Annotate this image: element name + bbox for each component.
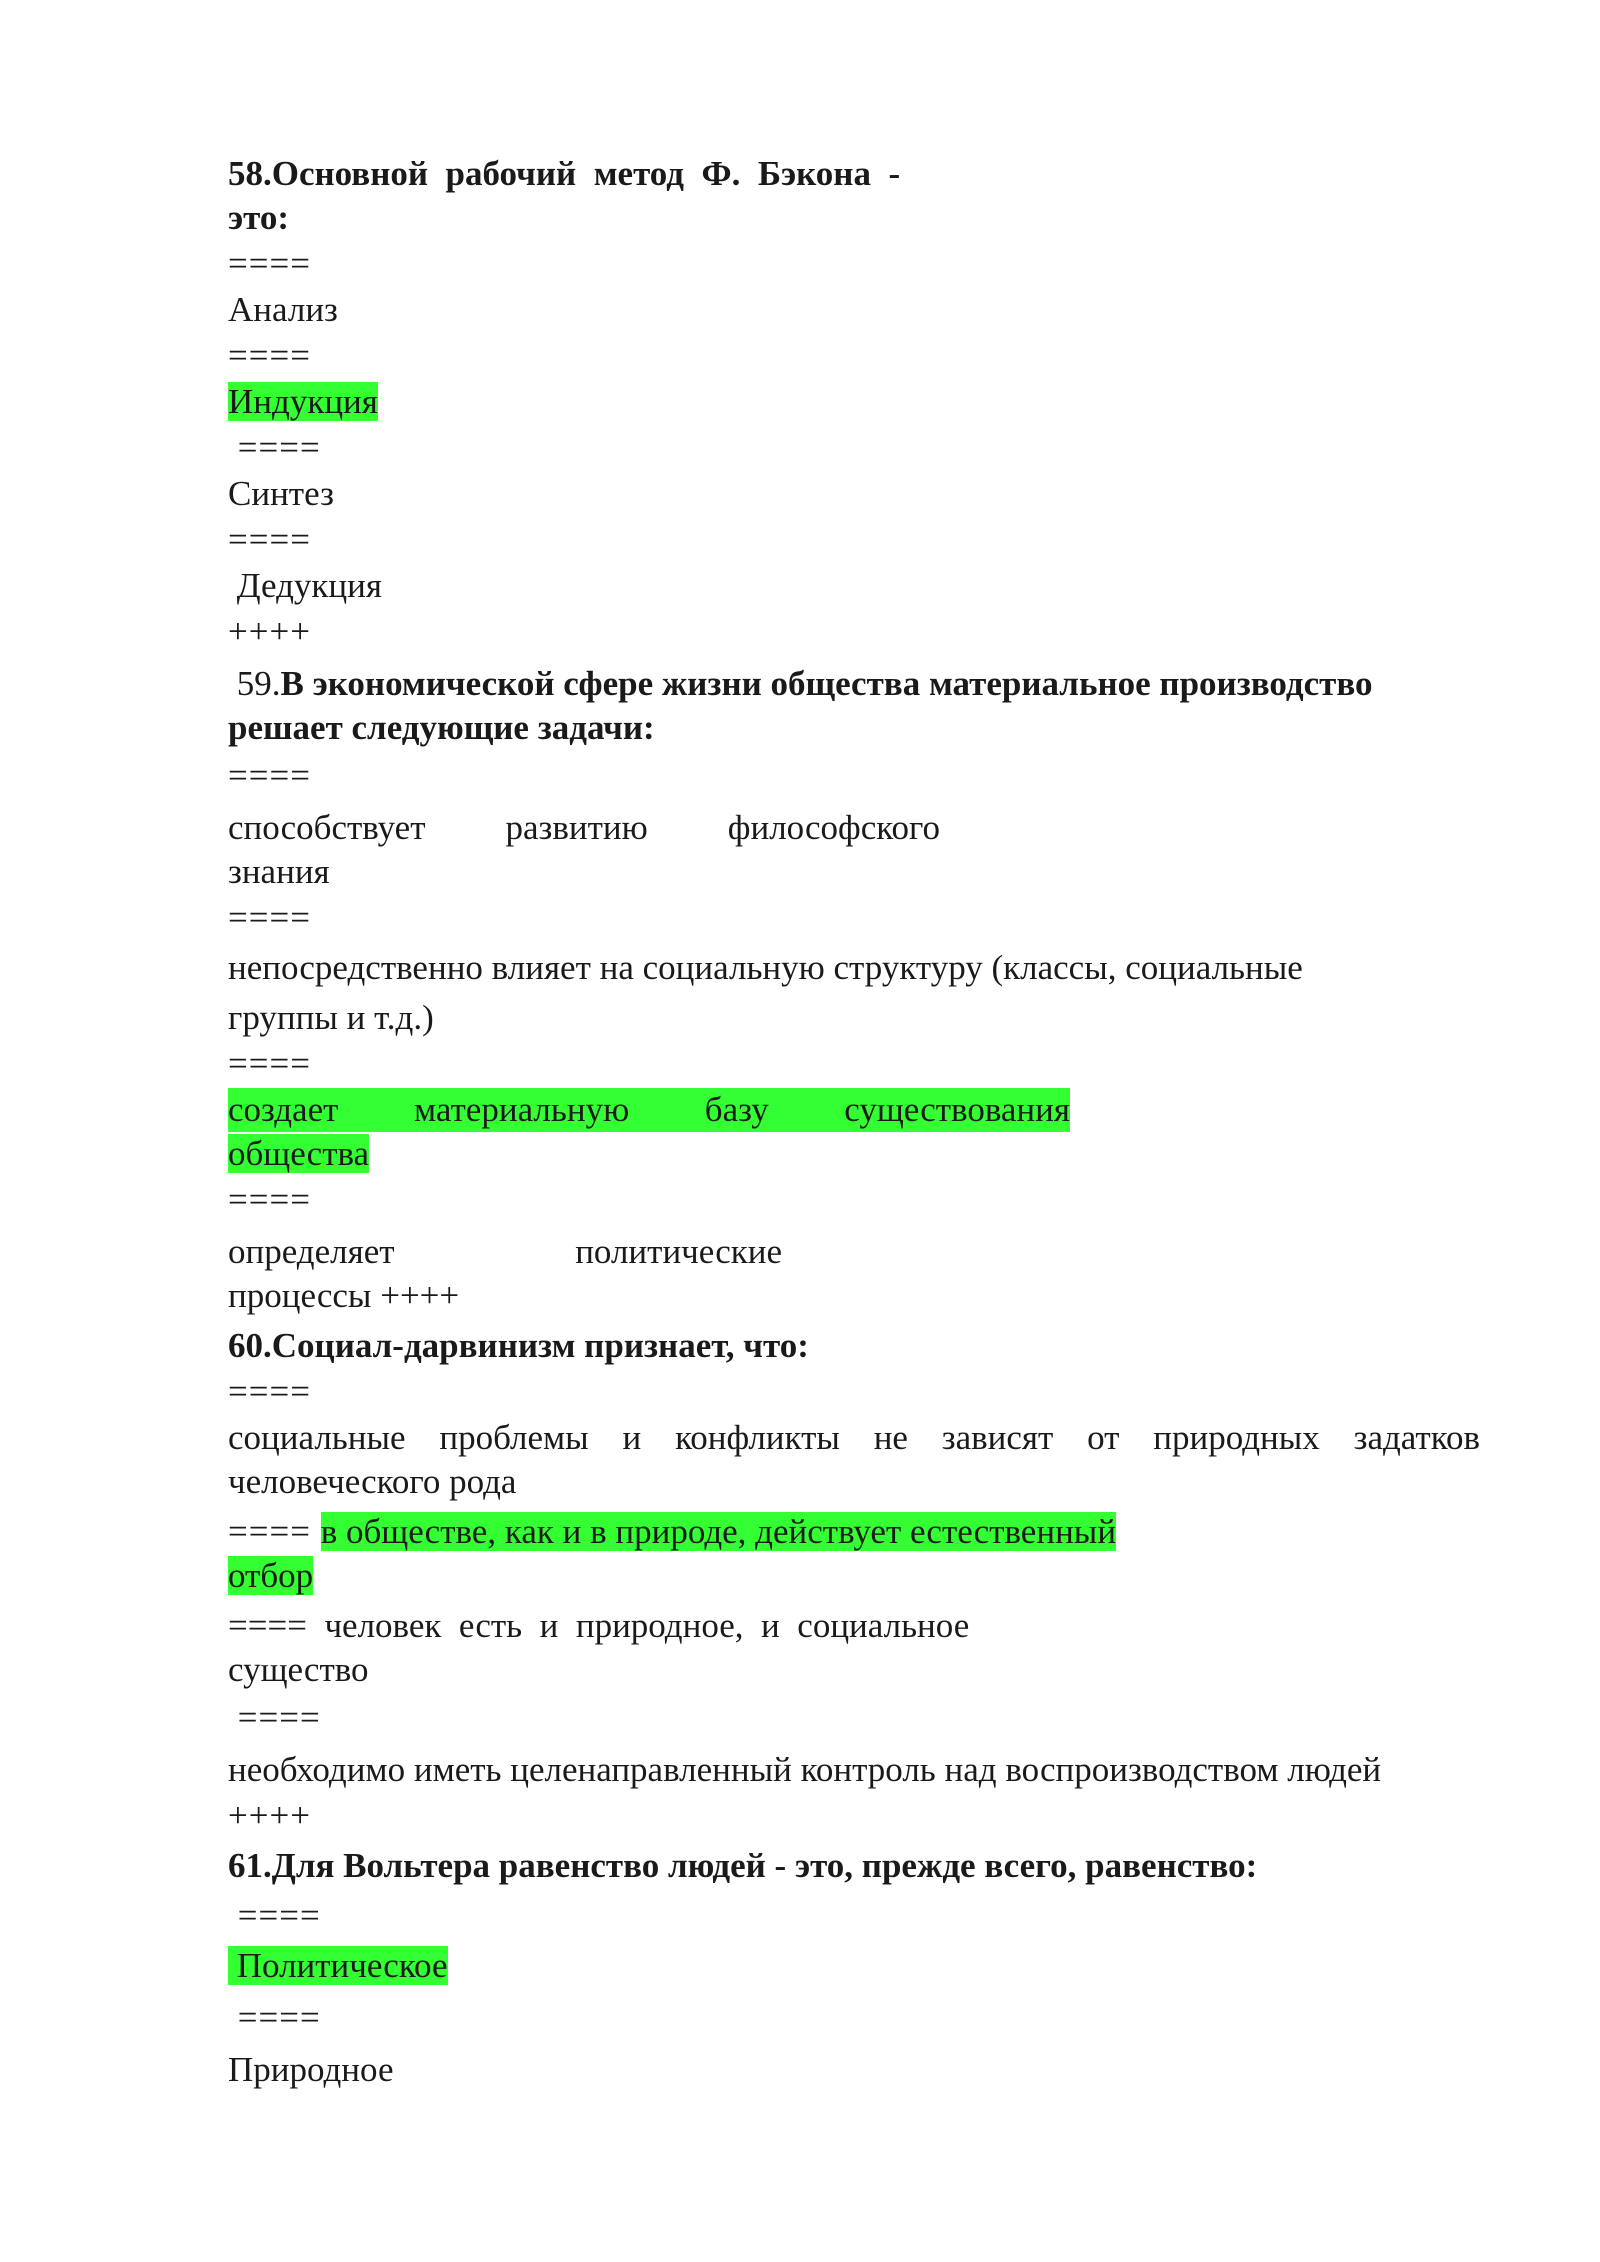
q58-title-line1: 58.Основной рабочий метод Ф. Бэкона -	[228, 154, 901, 193]
q59-option-1-word: развитию	[505, 808, 648, 847]
q61-option-2: Природное	[228, 2050, 394, 2089]
q59-separator-4: ====	[228, 1180, 311, 1219]
q60-option-1-word: проблемы	[439, 1418, 589, 1457]
q60-option-1-word: и	[622, 1418, 642, 1457]
q59-option-4-line2: процессы ++++	[228, 1276, 460, 1315]
q60-option-1-word: не	[873, 1418, 908, 1457]
q60-option-4-line1: необходимо иметь целенаправленный контроль над воспроизводством людей	[228, 1750, 1382, 1789]
q61-separator-1: ====	[228, 1896, 321, 1935]
q59-option-3-word: материальную	[413, 1090, 630, 1129]
q58-end-marker: ++++	[228, 612, 311, 651]
q60-option-2-line1	[228, 1510, 1116, 1554]
q60-option-1-word: конфликты	[675, 1418, 840, 1457]
q60-option-1-word: зависят	[941, 1418, 1054, 1457]
q59-separator-2: ====	[228, 898, 311, 937]
q61-title: 61.Для Вольтера равенство людей - это, прежде всего, равенство:	[228, 1846, 1258, 1885]
q60-option-1-word: от	[1087, 1418, 1120, 1457]
q58-title-line2: это:	[228, 198, 290, 237]
q60-title: 60.Социал-дарвинизм признает, что:	[228, 1326, 809, 1365]
q59-option-2-line1: непосредственно влияет на социальную структуру (классы, социальные	[228, 948, 1303, 987]
q59-title-line2: решает следующие задачи:	[228, 708, 655, 747]
q60-end-marker: ++++	[228, 1796, 311, 1835]
q59-title-line1	[228, 662, 1480, 706]
q58-option-2-correct: Индукция	[228, 382, 378, 421]
q59-option-1-line1	[228, 806, 940, 850]
q60-option-1-word: социальные	[228, 1418, 406, 1457]
q59-option-3-word: создает	[228, 1090, 339, 1129]
q59-option-4-line1	[228, 1230, 782, 1274]
q59-separator-3: ====	[228, 1044, 311, 1083]
q60-option-1-word: задатков	[1353, 1418, 1480, 1457]
q59-title-text: В экономической сфере жизни общества материальное производство	[280, 664, 1373, 703]
q59-option-3-word: базу	[704, 1090, 769, 1129]
q60-option-2-correct-line2: отбор	[228, 1556, 314, 1595]
q59-option-3-word: существования	[844, 1090, 1070, 1129]
q61-option-1-correct: Политическое	[228, 1946, 448, 1985]
q59-option-3-correct-line2: общества	[228, 1134, 370, 1173]
q58-option-3: Синтез	[228, 474, 334, 513]
q60-separator-1: ====	[228, 1372, 311, 1411]
q59-separator-1: ====	[228, 756, 311, 795]
q58-separator-1: ====	[228, 244, 311, 283]
q60-separator-4: ====	[228, 1698, 321, 1737]
q61-separator-2: ====	[228, 1998, 321, 2037]
q60-option-2-correct: в обществе, как и в природе, действует естественный	[320, 1512, 1117, 1551]
q59-option-1-word: способствует	[228, 808, 426, 847]
q58-separator-3: ====	[228, 428, 321, 467]
q60-option-1-line1	[228, 1416, 1480, 1460]
q58-separator-4: ====	[228, 520, 311, 559]
q60-separator-2: ====	[228, 1512, 321, 1551]
q60-option-3-line1: ==== человек есть и природное, и социальное	[228, 1606, 970, 1645]
q60-option-1-line2: человеческого рода	[228, 1462, 517, 1501]
q59-option-4-word: определяет	[228, 1232, 395, 1271]
q59-option-4-word: политические	[575, 1232, 782, 1271]
q60-option-1-word: природных	[1153, 1418, 1320, 1457]
q59-option-2-line2: группы и т.д.)	[228, 998, 434, 1037]
q58-separator-2: ====	[228, 336, 311, 375]
q59-option-1-line2: знания	[228, 852, 330, 891]
q58-option-1: Анализ	[228, 290, 338, 329]
q59-option-3-correct-line1	[228, 1088, 1070, 1132]
q59-number: 59.	[228, 664, 281, 703]
q60-option-3-line2: существо	[228, 1650, 369, 1689]
q59-option-1-word: философского	[727, 808, 940, 847]
q58-option-4: Дедукция	[228, 566, 382, 605]
